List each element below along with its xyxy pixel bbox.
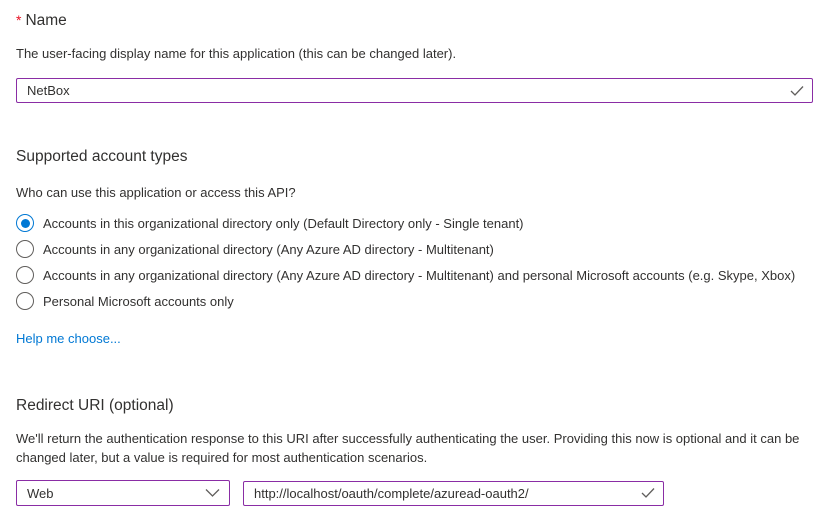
redirect-uri-title: Redirect URI (optional) (16, 397, 174, 414)
name-section-title (16, 10, 813, 31)
radio-option-multitenant[interactable] (16, 236, 813, 262)
radio-option-label: Accounts in any organizational directory (Any Azure AD directory - Multitenant) and personal Microsoft accounts (e.g. Skype, Xbox) (43, 267, 796, 283)
radio-selected-icon (16, 214, 34, 232)
account-types-question: Who can use this application or access this API? (16, 185, 296, 200)
platform-select[interactable] (16, 480, 230, 506)
radio-option-label: Accounts in any organizational directory (Any Azure AD directory - Multitenant) (43, 241, 494, 257)
name-input-wrap (16, 78, 813, 103)
app-name-input[interactable] (16, 78, 813, 103)
redirect-uri-section (16, 396, 813, 506)
account-types-radio-group (16, 210, 813, 314)
radio-option-multitenant-personal[interactable] (16, 262, 813, 288)
account-types-section (16, 147, 813, 348)
radio-option-single-tenant[interactable] (16, 210, 813, 236)
platform-select-value: Web (27, 485, 54, 501)
required-asterisk: * (16, 12, 22, 28)
radio-unselected-icon (16, 266, 34, 284)
radio-unselected-icon (16, 292, 34, 310)
radio-option-label: Personal Microsoft accounts only (43, 293, 234, 309)
radio-unselected-icon (16, 240, 34, 258)
help-me-choose-link[interactable]: Help me choose... (16, 331, 121, 346)
chevron-down-icon (205, 489, 220, 498)
account-types-title: Supported account types (16, 148, 188, 165)
name-title-text: Name (25, 12, 67, 29)
name-description: The user-facing display name for this application (this can be changed later). (16, 46, 457, 61)
uri-input-wrap (243, 481, 664, 506)
redirect-uri-row (16, 480, 813, 506)
radio-option-personal-only[interactable] (16, 288, 813, 314)
radio-option-label: Accounts in this organizational directory only (Default Directory only - Single tenant) (43, 215, 524, 231)
redirect-uri-input[interactable] (243, 481, 664, 506)
redirect-uri-description: We'll return the authentication response to this URI after successfully authenticating the user. Providing this now is optional and it can be changed later, but a value is required for most authentication scenarios. (16, 431, 800, 465)
name-section (16, 10, 813, 103)
